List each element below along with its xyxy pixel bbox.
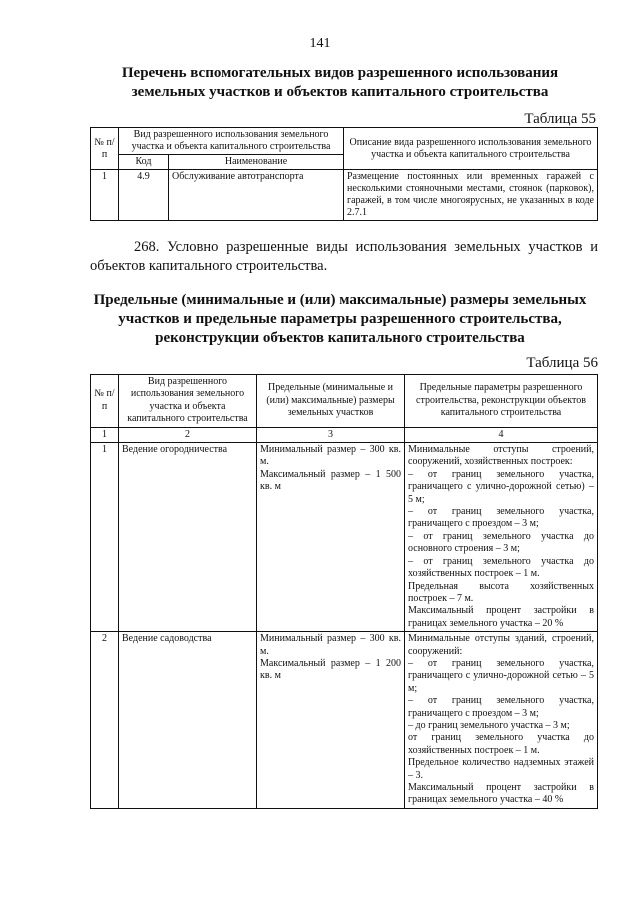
- t55-cell-num: 1: [91, 170, 119, 221]
- t56-colnum-3: 3: [257, 427, 405, 442]
- t56-r2-param-1: Минимальные отступы зданий, строений, сооружений:: [408, 633, 594, 657]
- t56-r2-size-min: Минимальный размер – 300 кв. м.: [260, 633, 401, 657]
- t56-header-num: № п/п: [91, 375, 119, 428]
- t56-header-params: Предельные параметры разрешенного строительства, реконструкции объектов капитального строительства: [405, 375, 598, 428]
- t55-header-name: Наименование: [169, 155, 344, 170]
- table-55: [90, 127, 598, 221]
- t56-r2-param-5: от границ земельного участка до хозяйственных построек – 1 м.: [408, 732, 594, 756]
- page-number: 141: [309, 36, 331, 51]
- t56-r1-size-max: Максимальный размер – 1 500 кв. м: [260, 468, 401, 493]
- t56-r2-num: 2: [91, 632, 119, 809]
- t56-r1-param-7: Максимальный процент застройки в границах земельного участка – 20 %: [408, 605, 594, 629]
- t55-header-num: № п/п: [91, 128, 119, 170]
- heading-limits: Предельные (минимальные и (или) максимальные) размеры земельных участков и предельные параметры разрешенного строительства, реконструкции объектов капитального строительства: [93, 292, 587, 346]
- table-55-label: Таблица 55: [524, 111, 596, 127]
- t56-r2-param-2: – от границ земельного участка, граничащего с улично-дорожной сетью – 5 м;: [408, 657, 594, 694]
- t56-colnum-4: 4: [405, 427, 598, 442]
- t55-header-code: Код: [119, 155, 169, 170]
- t55-cell-desc: Размещение постоянных или временных гаражей с несколькими стояночными местами, стоянок (парковок), гаражей, в том числе многоярусных, не указанных в коде 2.7.1: [344, 170, 598, 221]
- t56-colnum-2: 2: [119, 427, 257, 442]
- t56-r1-type: Ведение огородничества: [119, 443, 257, 632]
- t56-r1-param-6: Предельная высота хозяйственных построек – 7 м.: [408, 580, 594, 604]
- t56-r1-param-3: – от границ земельного участка, граничащего с проездом – 3 м;: [408, 506, 594, 530]
- table-row: [91, 170, 598, 221]
- t56-r2-param-3: – от границ земельного участка, граничащего с проездом – 3 м;: [408, 695, 594, 719]
- t56-colnum-1: 1: [91, 427, 119, 442]
- t56-r1-size-min: Минимальный размер – 300 кв. м.: [260, 444, 401, 468]
- paragraph-268: 268. Условно разрешенные виды использования земельных участков и объектов капитального строительства.: [90, 239, 598, 274]
- t56-r1-num: 1: [91, 443, 119, 632]
- t56-r1-param-4: – от границ земельного участка до основного строения – 3 м;: [408, 530, 594, 555]
- heading-auxiliary-uses: Перечень вспомогательных видов разрешенного использования земельных участков и объектов капитального строительства: [121, 65, 559, 100]
- t56-r2-params: [405, 632, 598, 809]
- table-56-label: Таблица 56: [526, 355, 598, 371]
- t55-header-desc: Описание вида разрешенного использования земельного участка и объекта капитального строительства: [344, 128, 598, 170]
- t56-r1-sizes: [257, 443, 405, 632]
- t56-r2-param-6: Предельное количество надземных этажей – 3.: [408, 757, 594, 781]
- t56-header-type: Вид разрешенного использования земельного участка и объекта капитального строительства: [119, 375, 257, 428]
- t56-header-sizes: Предельные (минимальные и (или) максимальные) размеры земельных участков: [257, 375, 405, 428]
- t56-r2-type: Ведение садоводства: [119, 632, 257, 809]
- table-row: [91, 443, 598, 632]
- t56-r1-param-1: Минимальные отступы строений, сооружений, хозяйственных построек:: [408, 444, 594, 468]
- table-56: [90, 374, 598, 809]
- t56-r2-param-4: – до границ земельного участка – 3 м;: [408, 719, 570, 731]
- t55-header-type-group: Вид разрешенного использования земельного участка и объекта капитального строительства: [119, 128, 344, 155]
- table-row: [91, 632, 598, 809]
- t56-r2-size-max: Максимальный размер – 1 200 кв. м: [260, 657, 401, 682]
- t56-r1-param-2: – от границ земельного участка, граничащего с улично-дорожной сетью) – 5 м;: [408, 468, 594, 505]
- t56-r2-sizes: [257, 632, 405, 809]
- t55-cell-name: Обслуживание автотранспорта: [169, 170, 344, 221]
- t55-cell-code: 4.9: [119, 170, 169, 221]
- t56-r2-param-7: Максимальный процент застройки в границах земельного участка – 40 %: [408, 782, 594, 806]
- t56-r1-params: [405, 443, 598, 632]
- t56-r1-param-5: – от границ земельного участка до хозяйственных построек – 1 м.: [408, 555, 594, 580]
